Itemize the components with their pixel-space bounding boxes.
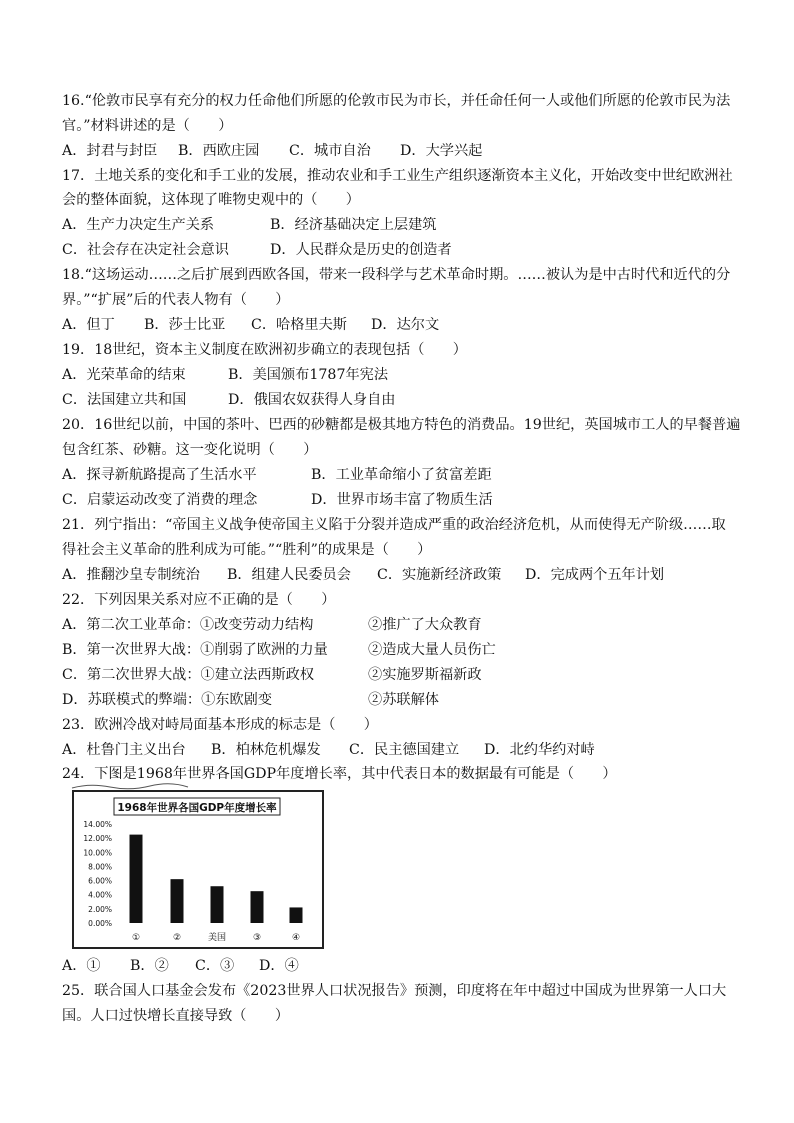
q16-stem-line-1: 16.“伦敦市民享有充分的权力任命他们所愿的伦敦市民为市长，并任命任何一人或他们所愿的伦敦市民为法 (62, 93, 731, 109)
q21-stem-line-1: 21．列宁指出：“帝国主义战争使帝国主义陷于分裂并造成严重的政治经济危机，从而使得无产阶级……取 (62, 517, 726, 533)
q18-option-b: B．莎士比亚 (144, 317, 226, 333)
q24-option-c: C．③ (195, 958, 235, 974)
q17-option-b: B．经济基础决定上层建筑 (270, 217, 437, 233)
q22-option-d-effect: ②苏联解体 (368, 692, 439, 708)
q17-option-c: C．社会存在决定社会意识 (62, 242, 229, 258)
q20-option-a: A．探寻新航路提高了生活水平 (62, 467, 257, 483)
q24-option-b: B．② (130, 958, 169, 974)
q20-option-b: B．工业革命缩小了贫富差距 (311, 467, 492, 483)
q23-stem-line-1: 23．欧洲冷战对峙局面基本形成的标志是（ ） (62, 717, 378, 733)
q21-stem-line-2: 得社会主义革命的胜利成为可能。”“胜利”的成果是（ ） (62, 542, 432, 558)
q21-option-a: A．推翻沙皇专制统治 (62, 567, 200, 583)
q24-option-a: A．① (62, 958, 101, 974)
q23-option-a: A．杜鲁门主义出台 (62, 742, 186, 758)
bar-1 (130, 835, 143, 923)
q18-stem-line-2: 界。”“扩展”后的代表人物有（ ） (62, 292, 290, 308)
x-category-label: ③ (252, 933, 262, 943)
y-tick-label: 8.00% (88, 862, 112, 872)
q23-option-d: D．北约华约对峙 (484, 742, 595, 758)
q23-option-b: B．柏林危机爆发 (211, 742, 321, 758)
q18-stem-line-1: 18.“这场运动……之后扩展到西欧各国，带来一段科学与艺术革命时期。……被认为是中古时代和近代的分 (62, 267, 731, 283)
x-category-label: ④ (291, 933, 301, 943)
q20-stem-line-1: 20．16世纪以前，中国的茶叶、巴西的砂糖都是极其地方特色的消费品。19世纪，英国城市工人的早餐普遍 (62, 417, 741, 433)
q22-stem-line-1: 22．下列因果关系对应不正确的是（ ） (62, 592, 336, 608)
chart-title: 1968年世界各国GDP年度增长率 (117, 802, 277, 814)
q16-stem-line-2: 官。”材料讲述的是（ ） (62, 118, 233, 134)
q18-option-a: A．但丁 (62, 317, 115, 333)
q25-stem-line-2: 国。人口过快增长直接导致（ ） (62, 1008, 290, 1024)
q25-stem-line-1: 25．联合国人口基金会发布《2023世界人口状况报告》预测，印度将在年中超过中国成为世界第一人口大 (62, 983, 727, 999)
bar-5 (290, 907, 303, 923)
q20-stem-line-2: 包含红茶、砂糖。这一变化说明（ ） (62, 442, 318, 458)
q17-option-d: D．人民群众是历史的创造者 (270, 242, 452, 258)
gdp-growth-chart-svg (74, 792, 322, 947)
q24-stem-line-1: 24．下图是1968年世界各国GDP年度增长率，其中代表日本的数据最有可能是（ ） (62, 766, 617, 782)
y-tick-label: 4.00% (88, 890, 112, 900)
q24-option-d: D．④ (259, 958, 299, 974)
bar-2 (171, 879, 184, 923)
q16-option-a: A．封君与封臣 (62, 143, 158, 159)
x-category-label: ① (131, 933, 141, 943)
q22-option-c-effect: ②实施罗斯福新政 (368, 667, 482, 683)
x-category-label: 美国 (207, 933, 227, 943)
q22-option-b-effect: ②造成大量人员伤亡 (368, 642, 496, 658)
y-tick-label: 14.00% (83, 820, 112, 829)
q22-option-d-cause: D．苏联模式的弊端：①东欧剧变 (62, 692, 273, 708)
y-tick-label: 10.00% (83, 848, 112, 858)
bar-4 (251, 891, 264, 923)
q21-option-b: B．组建人民委员会 (227, 567, 351, 583)
q22-option-a-cause: A．第二次工业革命：①改变劳动力结构 (62, 617, 314, 633)
q17-option-a: A．生产力决定生产关系 (62, 217, 215, 233)
q16-option-c: C．城市自治 (289, 143, 371, 159)
q19-option-c: C．法国建立共和国 (62, 392, 187, 408)
q18-option-c: C．哈格里夫斯 (251, 317, 347, 333)
q17-stem-line-1: 17．土地关系的变化和手工业的发展，推动农业和手工业生产组织逐渐资本主义化，开始改变中世纪欧洲社 (62, 168, 733, 184)
x-category-label: ② (172, 933, 182, 943)
q19-option-d: D．俄国农奴获得人身自由 (228, 392, 396, 408)
q16-option-d: D．大学兴起 (400, 143, 483, 159)
q20-option-c: C．启蒙运动改变了消费的理念 (62, 492, 258, 508)
q22-option-c-cause: C．第二次世界大战：①建立法西斯政权 (62, 667, 315, 683)
y-tick-label: 6.00% (88, 876, 112, 886)
y-tick-label: 12.00% (83, 834, 112, 844)
q19-stem-line-1: 19．18世纪，资本主义制度在欧洲初步确立的表现包括（ ） (62, 342, 467, 358)
bar-3 (211, 886, 224, 923)
gdp-growth-chart (72, 790, 324, 949)
q23-option-c: C．民主德国建立 (349, 742, 460, 758)
y-tick-label: 0.00% (88, 919, 112, 928)
q22-option-b-cause: B．第一次世界大战：①削弱了欧洲的力量 (62, 642, 328, 658)
q20-option-d: D．世界市场丰富了物质生活 (311, 492, 493, 508)
q21-option-c: C．实施新经济政策 (377, 567, 502, 583)
scan-artifact-scribble (70, 782, 190, 790)
q18-option-d: D．达尔文 (371, 317, 440, 333)
q19-option-a: A．光荣革命的结束 (62, 367, 186, 383)
q16-option-b: B．西欧庄园 (178, 143, 260, 159)
q17-stem-line-2: 会的整体面貌，这体现了唯物史观中的（ ） (62, 192, 360, 208)
q21-option-d: D．完成两个五年计划 (525, 567, 665, 583)
q22-option-a-effect: ②推广了大众教育 (368, 617, 482, 633)
y-tick-label: 2.00% (88, 904, 112, 914)
q19-option-b: B．美国颁布1787年宪法 (228, 367, 389, 383)
